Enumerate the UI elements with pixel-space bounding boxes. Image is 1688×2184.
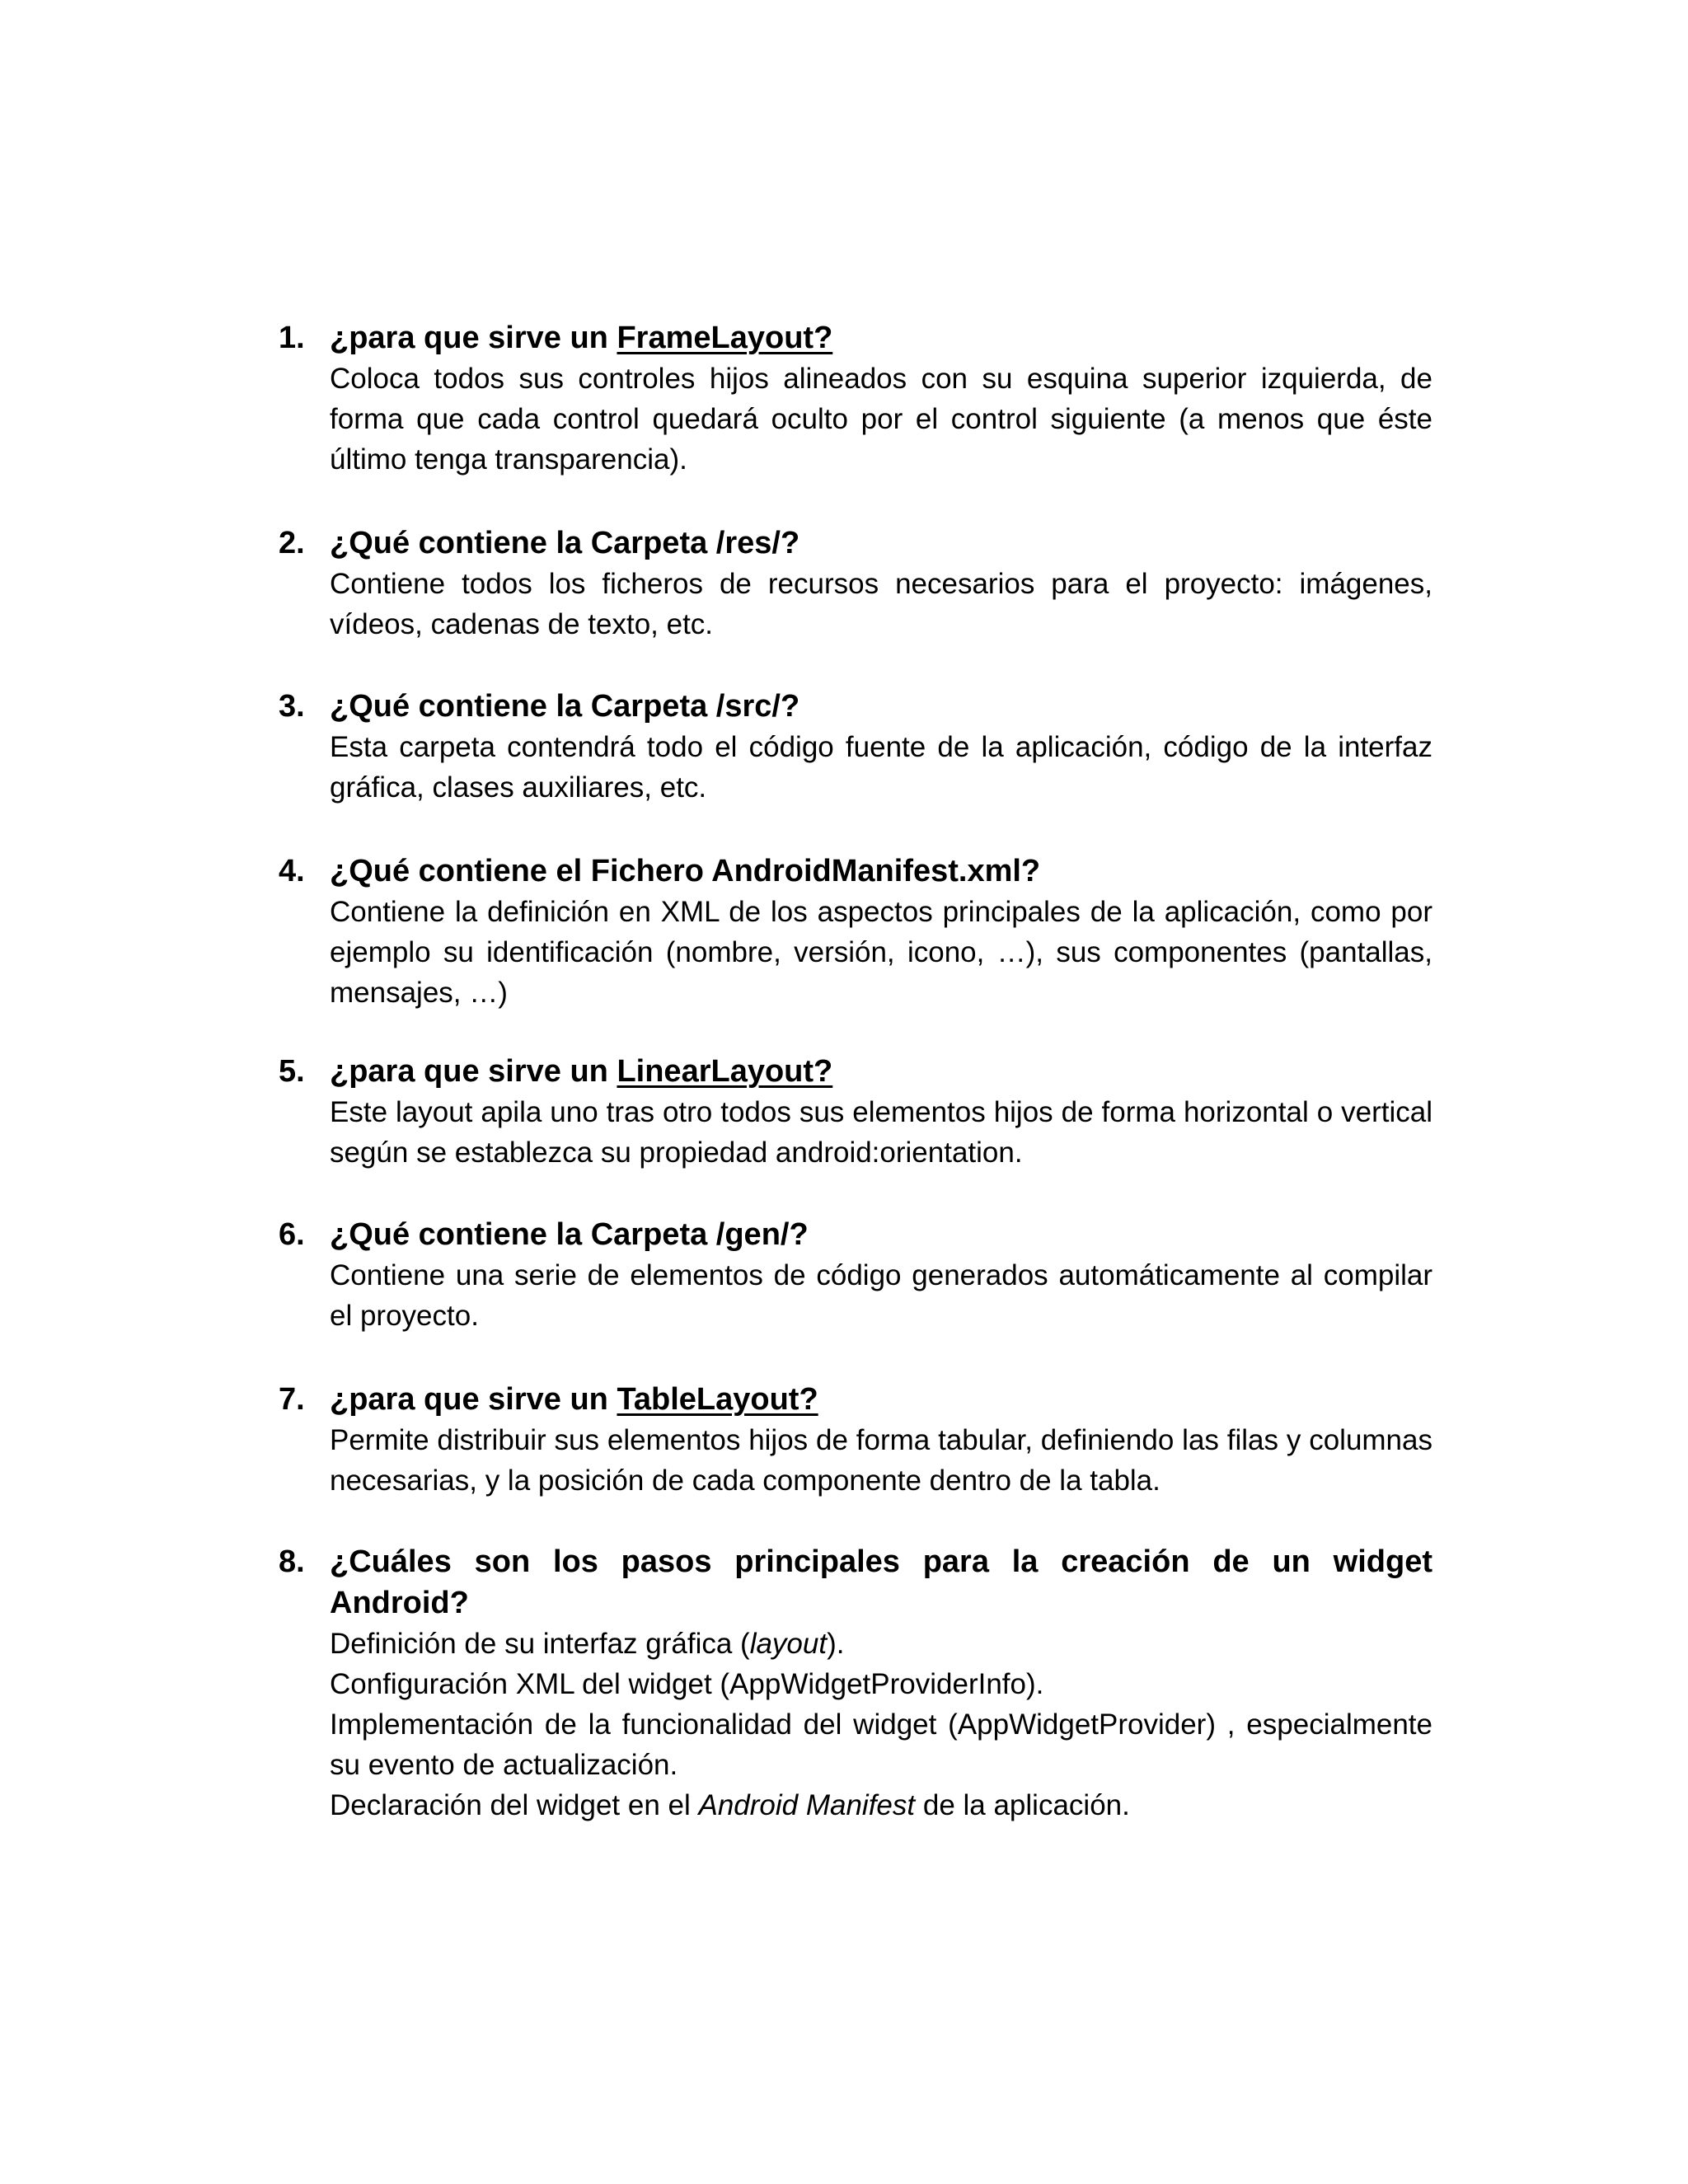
question-underlined-term: TableLayout?: [617, 1382, 818, 1417]
question-body: [330, 1214, 1432, 1336]
answer-step-1: [330, 1624, 1432, 1664]
answer-text: [330, 1255, 1432, 1336]
answer-text: [330, 359, 1432, 480]
question-prefix: ¿para que sirve un: [330, 1382, 617, 1417]
question-title: ¿Qué contiene la Carpeta /src/?: [330, 689, 800, 724]
answer-paragraph: Este layout apila uno tras otro todos sus elementos hijos de forma horizontal o vertical según se establezca su propiedad android:orientation.: [330, 1096, 1432, 1169]
question-number: 5.: [279, 1054, 305, 1089]
question-body: [330, 1051, 1432, 1173]
step-text: Definición de su interfaz gráfica (: [330, 1628, 750, 1660]
question-title: [330, 317, 1432, 359]
answer-paragraph: Contiene todos los ficheros de recursos necesarios para el proyecto: imágenes, vídeos, cadenas de texto, etc.: [330, 568, 1432, 640]
question-title: ¿Qué contiene la Carpeta /res/?: [330, 526, 800, 560]
question-underlined-term: LinearLayout?: [617, 1054, 833, 1089]
answer-text: [330, 1420, 1432, 1501]
answer-step-4: [330, 1785, 1432, 1825]
answer-paragraph: Contiene una serie de elementos de código generados automáticamente al compilar el proyecto.: [330, 1259, 1432, 1332]
question-number: 1.: [279, 321, 305, 355]
step-italic-text: Android Manifest: [698, 1789, 916, 1821]
question-body: [330, 1541, 1432, 1825]
question-title: [330, 1379, 1432, 1420]
question-number: 4.: [279, 854, 305, 888]
question-title: ¿Qué contiene la Carpeta /gen/?: [330, 1217, 809, 1252]
answer-step-3: Implementación de la funcionalidad del widget (AppWidgetProvider) , especialmente su evento de actualización.: [330, 1708, 1432, 1781]
answer-steps: [330, 1624, 1432, 1825]
question-body: [330, 1379, 1432, 1501]
question-body: [330, 317, 1432, 480]
question-number: 6.: [279, 1217, 305, 1252]
question-prefix: ¿para que sirve un: [330, 321, 617, 355]
answer-step-2: Configuración XML del widget (AppWidgetProviderInfo).: [330, 1668, 1044, 1700]
question-body: [330, 686, 1432, 808]
answer-text: [330, 727, 1432, 808]
step-text: ).: [827, 1628, 845, 1660]
step-text: de la aplicación.: [915, 1789, 1130, 1821]
step-italic-text: layout: [749, 1628, 828, 1660]
question-underlined-term: FrameLayout?: [617, 321, 833, 355]
question-body: [330, 523, 1432, 644]
answer-text: [330, 1092, 1432, 1173]
question-title: ¿Qué contiene el Fichero AndroidManifest.xml?: [330, 854, 1041, 888]
step-text: Declaración del widget en el: [330, 1789, 699, 1821]
question-body: [330, 851, 1432, 1013]
question-number: 8.: [279, 1544, 305, 1579]
answer-text: [330, 564, 1432, 644]
answer-text: [330, 892, 1432, 1013]
question-title: ¿Cuáles son los pasos principales para la creación de un widget Android?: [330, 1544, 1432, 1620]
answer-paragraph: Contiene la definición en XML de los aspectos principales de la aplicación, como por ejemplo su identificación (nombre, versión, icono, …), sus componentes (pantallas, mensajes, …): [330, 896, 1432, 1009]
answer-paragraph: Permite distribuir sus elementos hijos de forma tabular, definiendo las filas y columnas necesarias, y la posición de cada componente dentro de la tabla.: [330, 1424, 1432, 1497]
answer-paragraph: Coloca todos sus controles hijos alineados con su esquina superior izquierda, de forma que cada control quedará oculto por el control siguiente (a menos que éste último tenga transparencia).: [330, 363, 1432, 476]
question-number: 3.: [279, 689, 305, 724]
question-number: 2.: [279, 526, 305, 560]
answer-paragraph: Esta carpeta contendrá todo el código fuente de la aplicación, código de la interfaz gráfica, clases auxiliares, etc.: [330, 731, 1432, 804]
question-prefix: ¿para que sirve un: [330, 1054, 617, 1089]
question-title: [330, 1051, 1432, 1092]
question-number: 7.: [279, 1382, 305, 1417]
